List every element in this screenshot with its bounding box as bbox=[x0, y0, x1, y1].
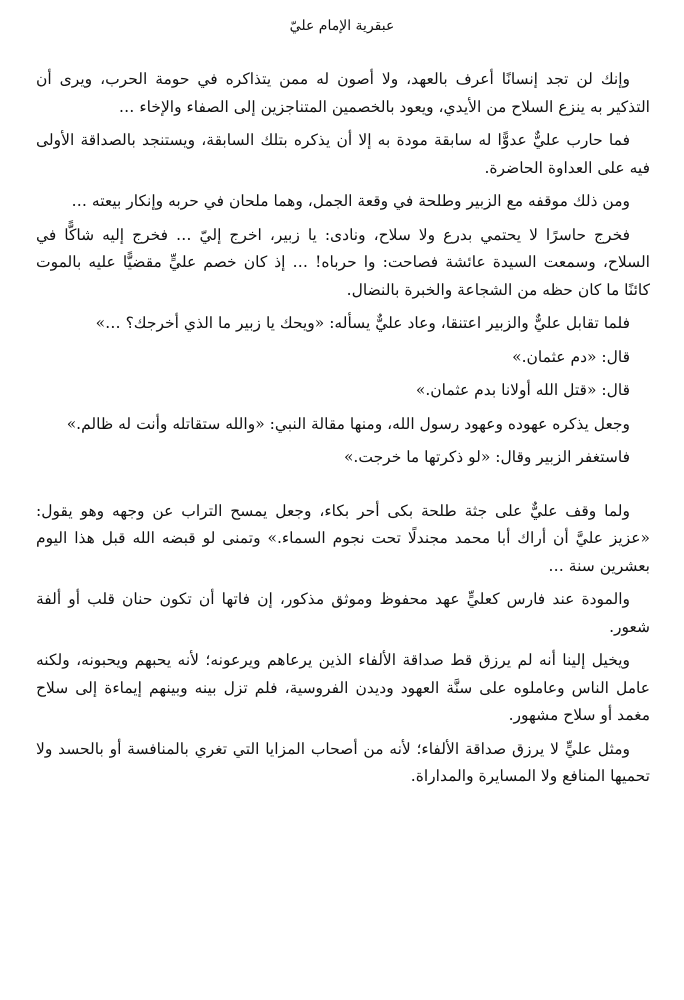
paragraph: والمودة عند فارس كعليٍّ عهد محفوظ وموثق مذكور، إن فاتها أن تكون حنان قلب أو ألفة شعور. bbox=[36, 590, 650, 636]
paragraph: ومثل عليٍّ لا يرزق صداقة الألفاء؛ لأنه من أصحاب المزايا التي تغري بالمنافسة أو بالحسد ولا تحميها المنافع ولا المسايرة والمداراة. bbox=[36, 739, 650, 785]
paragraph: ويخيل إلينا أنه لم يرزق قط صداقة الألفاء الذين يرعاهم ويرعونه؛ لأنه يحبهم ويحبونه، ولكنه عامل الناس وعاملوه على سنَّة العهود وديدن الفروسية، فلم تزل بينه وبينهم إيماءة إلى سلاح مغمد أو سلاح مشهور. bbox=[36, 651, 650, 724]
paragraph: فخرج حاسرًا لا يحتمي بدرع ولا سلاح، ونادى: يا زبير، اخرج إليّ … فخرج إليه شاكًّا في السلاح، وسمعت السيدة عائشة فصاحت: وا حرباه! … إذ كان خصم عليٍّ مقضيًّا عليه بالموت كائنًا ما كان حظه من الشجاعة والخبرة بالنضال. bbox=[36, 225, 650, 299]
paragraph: قال: «قتل الله أولانا بدم عثمان.» bbox=[415, 381, 630, 399]
paragraph: فلما تقابل عليٌّ والزبير اعتنقا، وعاد عليٌّ يسأله: «ويحك يا زبير ما الذي أخرجك؟ …» bbox=[95, 314, 630, 332]
paragraph: قال: «دم عثمان.» bbox=[512, 347, 630, 366]
body-text bbox=[36, 66, 650, 797]
paragraph: وإنك لن تجد إنسانًا أعرف بالعهد، ولا أصون له ممن يتذاكره في حومة الحرب، ويرى أن التذكير به ينزع السلاح من الأيدي، ويعود بالخصمين المتناجزين إلى الصفاء والإخاء … bbox=[36, 70, 650, 116]
running-header: عبقرية الإمام عليّ bbox=[289, 18, 395, 34]
paragraph: فما حارب عليٌّ عدوًّا له سابقة مودة به إلا أن يذكره بتلك السابقة، ويستنجد بالصداقة الأولى فيه على العداوة الحاضرة. bbox=[36, 131, 650, 177]
paragraph: فاستغفر الزبير وقال: «لو ذكرتها ما خرجت.» bbox=[343, 448, 630, 466]
paragraph: وجعل يذكره عهوده وعهود رسول الله، ومنها مقالة النبي: «والله ستقاتله وأنت له ظالم.» bbox=[66, 414, 630, 433]
paragraph: ومن ذلك موقفه مع الزبير وطلحة في وقعة الجمل، وهما ملحان في حربه وإنكار بيعته … bbox=[71, 192, 630, 210]
paragraph: ولما وقف عليٌّ على جثة طلحة بكى أحر بكاء، وجعل يمسح التراب عن وجهه وهو يقول: «عزيز عليَّ أن أراك أبا محمد مجندلًا تحت نجوم السماء.» وتمنى لو قبضه الله قبل هذا اليوم بعشرين سنة … bbox=[36, 501, 650, 575]
